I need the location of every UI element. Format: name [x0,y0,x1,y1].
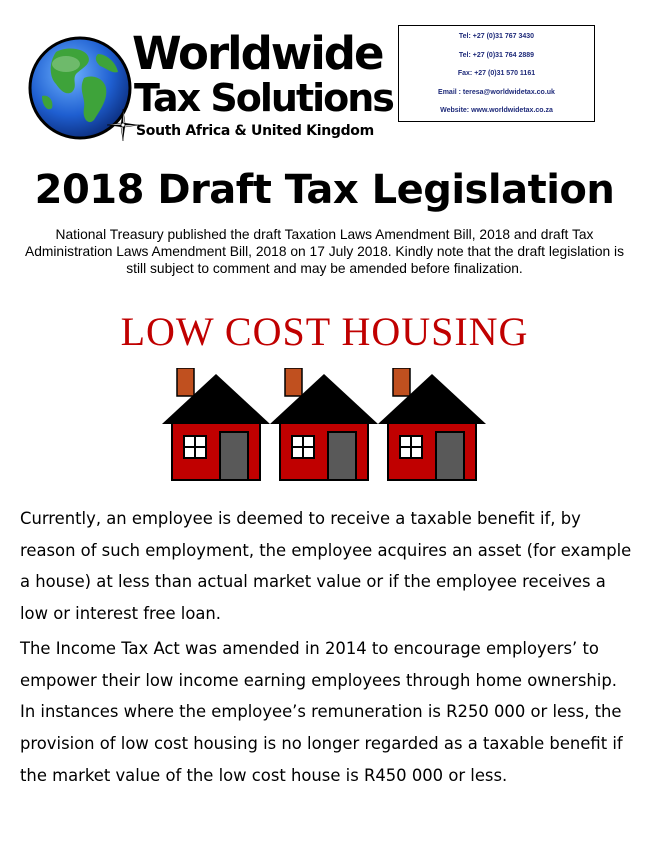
body-paragraph-1: Currently, an employee is deemed to receive a taxable benefit if, by reason of such employment, the employee acquires an asset (for example a house) at less than actual market value or if the employee receives a low or interest free loan. [20,509,632,623]
house-icon [270,368,378,480]
contact-tel-1: Tel: +27 (0)31 767 3430 [458,33,535,40]
contact-box [398,25,595,122]
brand-name-line1: Worldwide [132,27,383,80]
house-icon [162,368,270,480]
page-title: 2018 Draft Tax Legislation [34,167,615,213]
contact-tel-2: Tel: +27 (0)31 764 2889 [458,51,535,59]
body-paragraph-2: The Income Tax Act was amended in 2014 to encourage employers’ to empower their low income earning employees through home ownership. In instances where the employee’s remuneration is R250 000 or less, the provision of low cost housing is no longer regarded as a taxable benefit if the market value of the low cost house is R450 000 or less. [20,639,623,785]
intro-paragraph: National Treasury published the draft Taxation Laws Amendment Bill, 2018 and draft Tax Administration Laws Amendment Bill, 2018 on 17 July 2018. Kindly note that the draft legislation is still subject to comment and may be amended before finalization. [25,227,624,276]
company-logo [26,27,393,146]
contact-email[interactable]: Email : teresa@worldwidetax.co.uk [438,88,555,96]
brand-name-line2: Tax Solutions [134,76,393,120]
houses-illustration [162,368,487,482]
section-heading: LOW COST HOUSING [120,309,529,354]
contact-website[interactable]: Website: www.worldwidetax.co.za [440,107,553,114]
house-icon [378,368,486,480]
contact-fax: Fax: +27 (0)31 570 1161 [457,70,536,77]
brand-tagline: South Africa & United Kingdom [136,123,374,139]
